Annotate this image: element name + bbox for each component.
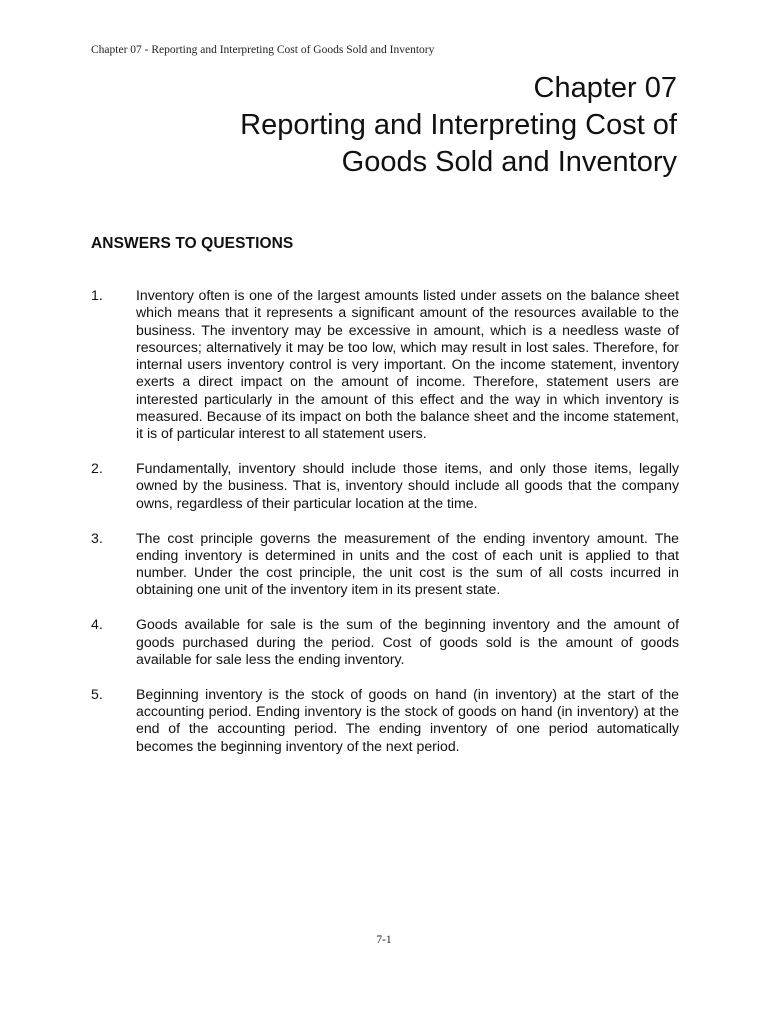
answer-number: 5. bbox=[91, 685, 103, 702]
answer-text: Fundamentally, inventory should include those items, and only those items, legally owned by the business. That is, inventory should include all goods that the company owns, regardless of their particular location at the time. bbox=[136, 460, 679, 511]
chapter-title-line-2: Reporting and Interpreting Cost of bbox=[240, 109, 677, 141]
answer-item-5 bbox=[91, 686, 679, 755]
answer-number: 3. bbox=[91, 529, 103, 546]
answer-text: Beginning inventory is the stock of goods on hand (in inventory) at the start of the accounting period. Ending inventory is the stock of goods on hand (in inventory) at the end of the accounting period. The ending inventory of one period automatically becomes the beginning inventory of the next period. bbox=[136, 685, 679, 754]
section-heading: ANSWERS TO QUESTIONS bbox=[91, 235, 294, 252]
answer-number: 1. bbox=[91, 287, 103, 303]
answer-number: 4. bbox=[91, 616, 103, 633]
answers-list bbox=[91, 287, 679, 772]
answer-text: Goods available for sale is the sum of the beginning inventory and the amount of goods purchased during the period. Cost of goods sold is the amount of goods available for sale less the ending inventory. bbox=[136, 616, 679, 667]
answer-item-3 bbox=[91, 530, 679, 599]
answer-text: Inventory often is one of the largest amounts listed under assets on the balance sheet which means that it represents a significant amount of the resources available to the business. The inventory may be excessive in amount, which is a needless waste of resources; alternatively it may be too low, which may result in lost sales. Therefore, for internal users inventory control is very important. On the income statement, inventory exerts a direct impact on the amount of income. Therefore, statement users are interested particularly in the amount of this effect and the way in which inventory is measured. Because of its impact on both the balance sheet and the income statement, it is of particular interest to all statement users. bbox=[136, 287, 679, 442]
chapter-title-line-3: Goods Sold and Inventory bbox=[341, 146, 677, 178]
answer-text: The cost principle governs the measurement of the ending inventory amount. The ending inventory is determined in units and the cost of each unit is applied to that number. Under the cost principle, the unit cost is the sum of all costs incurred in obtaining one unit of the inventory item in its present state. bbox=[136, 529, 679, 598]
page-number: 7-1 bbox=[376, 934, 392, 946]
answer-number: 2. bbox=[91, 460, 103, 477]
running-header: Chapter 07 - Reporting and Interpreting Cost of Goods Sold and Inventory bbox=[91, 44, 435, 56]
answer-item-4 bbox=[91, 616, 679, 668]
answer-item-2 bbox=[91, 460, 679, 512]
answer-item-1 bbox=[91, 287, 679, 443]
chapter-title-line-1: Chapter 07 bbox=[533, 72, 677, 104]
chapter-title bbox=[117, 70, 677, 181]
